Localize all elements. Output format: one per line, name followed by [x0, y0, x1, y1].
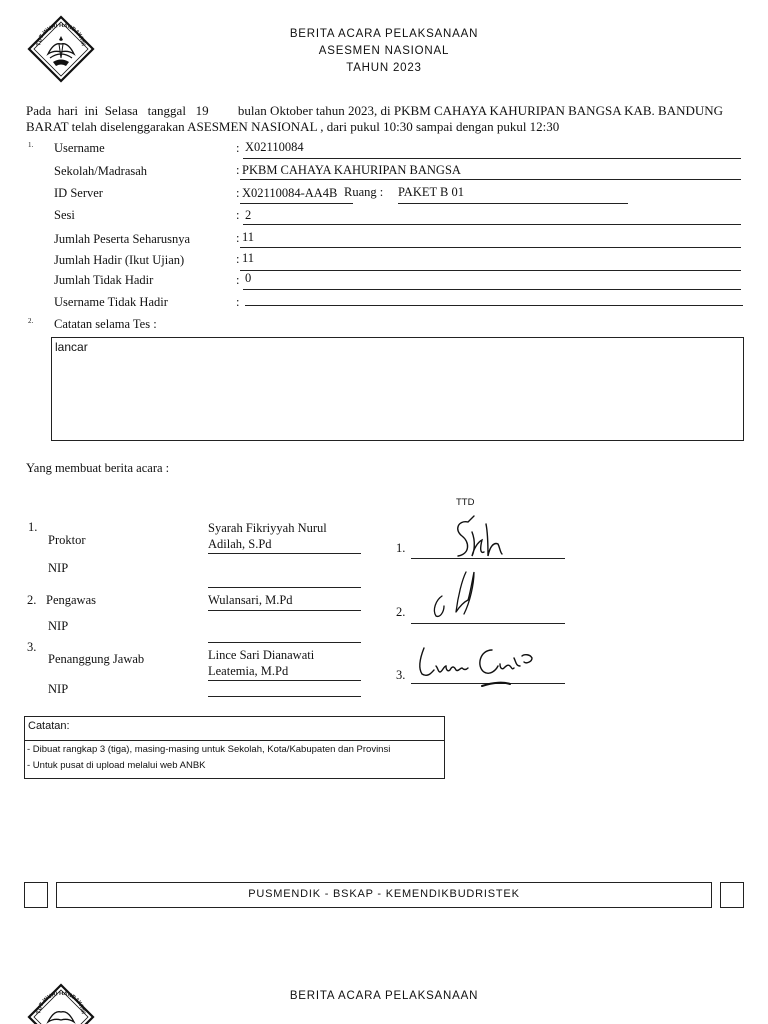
signer1-nip-label: NIP [48, 561, 69, 575]
section-number-2: 2. [28, 317, 34, 325]
sesi-colon: : [236, 208, 240, 222]
signer1-number: 1. [28, 520, 38, 534]
idserver-colon: : [236, 186, 240, 200]
notes-item-2: - Untuk pusat di upload melalui web ANBK [27, 760, 206, 771]
signer3-name-line2: Leatemia, M.Pd [208, 664, 289, 678]
tidakhadir-colon: : [236, 273, 240, 287]
sekolah-value: PKBM CAHAYA KAHURIPAN BANGSA [242, 163, 461, 177]
svg-text:TUT WURI HANDAYANI: TUT WURI HANDAYANI [36, 990, 86, 1015]
signer2-signature [428, 566, 488, 620]
seharusnya-colon: : [236, 231, 240, 245]
notes-box [24, 716, 445, 779]
signer3-number: 3. [27, 640, 37, 654]
signer1-nip-underline [208, 587, 361, 588]
signer3-nip-label: NIP [48, 682, 69, 696]
signer2-sig-line [411, 623, 565, 624]
sesi-underline [243, 224, 741, 225]
hadir-label: Jumlah Hadir (Ikut Ujian) [54, 253, 185, 267]
signer3-nip-underline [208, 696, 361, 697]
idserver-label: ID Server [54, 186, 103, 200]
idserver-value: X02110084-AA4B [242, 186, 338, 200]
header-title-line1: BERITA ACARA PELAKSANAAN [289, 28, 479, 40]
notes-item-1: - Dibuat rangkap 3 (tiga), masing-masing untuk Sekolah, Kota/Kabupaten dan Provinsi [27, 744, 391, 755]
signature-1-icon [450, 512, 510, 564]
signer1-name-underline [208, 553, 361, 554]
sesi-value: 2 [245, 208, 252, 222]
next-page-logo [26, 982, 96, 1024]
footer-right-box [720, 882, 744, 908]
signer2-name-underline [208, 610, 361, 611]
usernametidak-colon: : [236, 295, 240, 309]
ttd-label: TTD [456, 497, 475, 508]
username-value: X02110084 [245, 140, 304, 154]
next-page-header-line1: BERITA ACARA PELAKSANAAN [289, 990, 479, 1002]
username-label: Username [54, 141, 105, 155]
seharusnya-value: 11 [242, 230, 255, 244]
seharusnya-label: Jumlah Peserta Seharusnya [54, 232, 191, 246]
signer2-nip-label: NIP [48, 619, 69, 633]
signer1-signature [450, 512, 510, 564]
header-title-line3: TAHUN 2023 [346, 62, 422, 74]
tidakhadir-label: Jumlah Tidak Hadir [54, 273, 154, 287]
pembuat-label: Yang membuat berita acara : [26, 461, 170, 475]
sesi-label: Sesi [54, 208, 75, 222]
hadir-value: 11 [242, 251, 255, 265]
footer-text: PUSMENDIK - BSKAP - KEMENDIKBUDRISTEK [248, 888, 520, 900]
signer1-name-line2: Adilah, S.Pd [208, 537, 272, 551]
notes-title: Catatan: [28, 720, 70, 732]
signer1-role: Proktor [48, 533, 86, 547]
catatan-tes-value: lancar [55, 340, 88, 354]
signature-3-icon [414, 638, 544, 690]
usernametidak-underline [245, 305, 743, 306]
signer3-sig-number: 3. [396, 668, 406, 682]
hadir-underline [240, 270, 741, 271]
section-number-1: 1. [28, 141, 34, 149]
sekolah-colon: : [236, 163, 240, 177]
footer-left-box [24, 882, 48, 908]
signature-2-icon [428, 566, 488, 620]
catatan-tes-box [51, 337, 744, 441]
signer3-signature [414, 638, 544, 690]
signer2-name-line1: Wulansari, M.Pd [208, 593, 293, 607]
sekolah-underline [240, 179, 741, 180]
signer2-number: 2. [27, 593, 37, 607]
signer1-name-line1: Syarah Fikriyyah Nurul [208, 521, 327, 535]
signer3-name-line1: Lince Sari Dianawati [208, 648, 315, 662]
signer2-role: Pengawas [46, 593, 96, 607]
signer3-role: Penanggung Jawab [48, 652, 145, 666]
signer2-sig-number: 2. [396, 605, 406, 619]
sekolah-label: Sekolah/Madrasah [54, 164, 148, 178]
tidakhadir-underline [243, 289, 741, 290]
signer3-name-underline [208, 680, 361, 681]
ruang-label: Ruang : [344, 185, 384, 199]
ruang-value: PAKET B 01 [398, 185, 464, 199]
svg-text:TUT WURI HANDAYANI: TUT WURI HANDAYANI [36, 22, 86, 47]
username-colon: : [236, 141, 240, 155]
intro-line2: BARAT telah diselenggarakan ASESMEN NASIONAL , dari pukul 10:30 sampai dengan pukul 12:30 [26, 119, 560, 134]
tidakhadir-value: 0 [245, 271, 252, 285]
username-underline [243, 158, 741, 159]
footer-center-box [56, 882, 712, 908]
catatan-tes-label: Catatan selama Tes : [54, 317, 157, 331]
signer2-nip-underline [208, 642, 361, 643]
signer1-sig-number: 1. [396, 541, 406, 555]
usernametidak-label: Username Tidak Hadir [54, 295, 168, 309]
intro-line1: Pada hari ini Selasa tanggal 19 bulan Oktober tahun 2023, di PKBM CAHAYA KAHURIPAN BANGSA KAB. BANDUNG [26, 103, 724, 118]
idserver-underline [240, 203, 353, 204]
header-title-line2: ASESMEN NASIONAL [318, 45, 450, 57]
tut-wuri-handayani-logo-icon [26, 982, 96, 1024]
ruang-underline [398, 203, 628, 204]
seharusnya-underline [240, 247, 741, 248]
hadir-colon: : [236, 252, 240, 266]
notes-divider [25, 740, 444, 741]
